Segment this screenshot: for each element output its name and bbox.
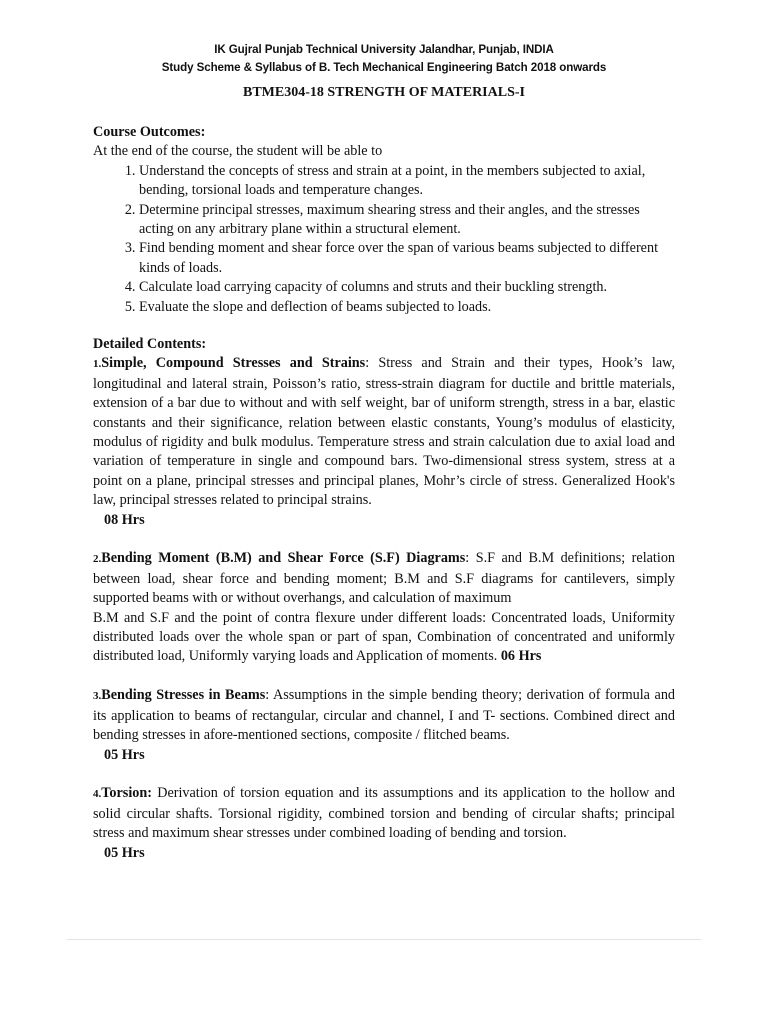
- unit-title: Bending Stresses in Beams: [101, 687, 266, 704]
- page-divider: [67, 939, 701, 940]
- outcome-item: 2. Determine principal stresses, maximum shearing stress and their angles, and the stresses acting on any arbitrary plane within a structural element.: [139, 201, 675, 240]
- unit-text: Derivation of torsion equation and its assumptions and its application to the hollow and solid circular shafts. Torsional rigidity, combined torsion and bending of circular shafts; principal stress and maximum shear stresses under combined loading of bending and torsion.: [93, 785, 675, 842]
- outcome-item: 4. Calculate load carrying capacity of columns and struts and their buckling strength.: [139, 278, 675, 297]
- outcomes-list: [93, 162, 675, 317]
- unit-text: : S.F and B.M definitions; relation between load, shear force and bending moment; B.M and S.F diagrams for cantilevers, simply supported beams with or without overhangs, and calculation of maximum: [93, 550, 676, 607]
- unit-2: [93, 549, 675, 608]
- unit-3: [93, 686, 675, 745]
- outcome-item: 1. Understand the concepts of stress and strain at a point, in the members subjected to axial, bending, torsional loads and temperature changes.: [139, 162, 675, 201]
- course-title: BTME304-18 STRENGTH OF MATERIALS-I: [243, 85, 525, 100]
- unit-1: [93, 354, 675, 510]
- unit-4: [93, 784, 675, 843]
- unit-number: 3.: [93, 690, 102, 703]
- unit-number: 2.: [93, 553, 102, 566]
- unit-title: Simple, Compound Stresses and Strains: [101, 355, 366, 372]
- course-outcomes-heading: Course Outcomes:: [93, 124, 206, 140]
- unit-title: Torsion:: [101, 785, 152, 802]
- unit-text: : Stress and Strain and their types, Hook’s law, longitudinal and lateral strain, Poisson’s ratio, stress-strain diagram for ductile and brittle materials, extension of a bar due to without and with self weight, bar of uniform strength, stress in a bar, elastic constants and their significance, relation between elastic constants, Young’s modulus of elasticity, modulus of rigidity and bulk modulus. Temperature stress and strain calculation due to axial load and variation of temperature in single and compound bars. Two-dimensional stress system, stress at a point on a plane, principal stresses and principal planes, Mohr’s circle of stress. Generalized Hook's law, principal stresses related to principal strains.: [93, 355, 676, 509]
- university-header: IK Gujral Punjab Technical University Jalandhar, Punjab, INDIA: [214, 43, 554, 56]
- unit-2-continued: [93, 609, 675, 667]
- course-outcomes-section: [93, 123, 675, 317]
- syllabus-subheader: Study Scheme & Syllabus of B. Tech Mechanical Engineering Batch 2018 onwards: [161, 61, 607, 74]
- unit-hours: 08 Hrs: [104, 511, 145, 528]
- unit-hours: 06 Hrs: [500, 648, 542, 665]
- course-outcomes-intro: At the end of the course, the student will be able to: [93, 143, 383, 160]
- unit-hours: 05 Hrs: [104, 746, 145, 763]
- outcome-item: 3. Find bending moment and shear force over the span of various beams subjected to different kinds of loads.: [139, 239, 675, 278]
- unit-text: : Assumptions in the simple bending theory; derivation of formula and its application to beams of rectangular, circular and channel, I and T- sections. Combined direct and bending stresses in afore-mentioned sections, composite / flitched beams.: [93, 687, 676, 744]
- detailed-contents-section: [93, 335, 675, 863]
- outcome-item: 5. Evaluate the slope and deflection of beams subjected to loads.: [139, 298, 675, 317]
- unit-hours: 05 Hrs: [104, 844, 145, 861]
- unit-title: Bending Moment (B.M) and Shear Force (S.F) Diagrams: [101, 550, 466, 567]
- unit-text: B.M and S.F and the point of contra flexure under different loads: Concentrated loads, Uniformity distributed loads over the whole span or part of span, Combination of concentrated and uniformly distributed load, Uniformly varying loads and Application of moments.: [93, 609, 675, 665]
- unit-number: 4.: [93, 788, 102, 801]
- detailed-contents-heading: Detailed Contents:: [93, 336, 207, 352]
- unit-number: 1.: [93, 358, 102, 371]
